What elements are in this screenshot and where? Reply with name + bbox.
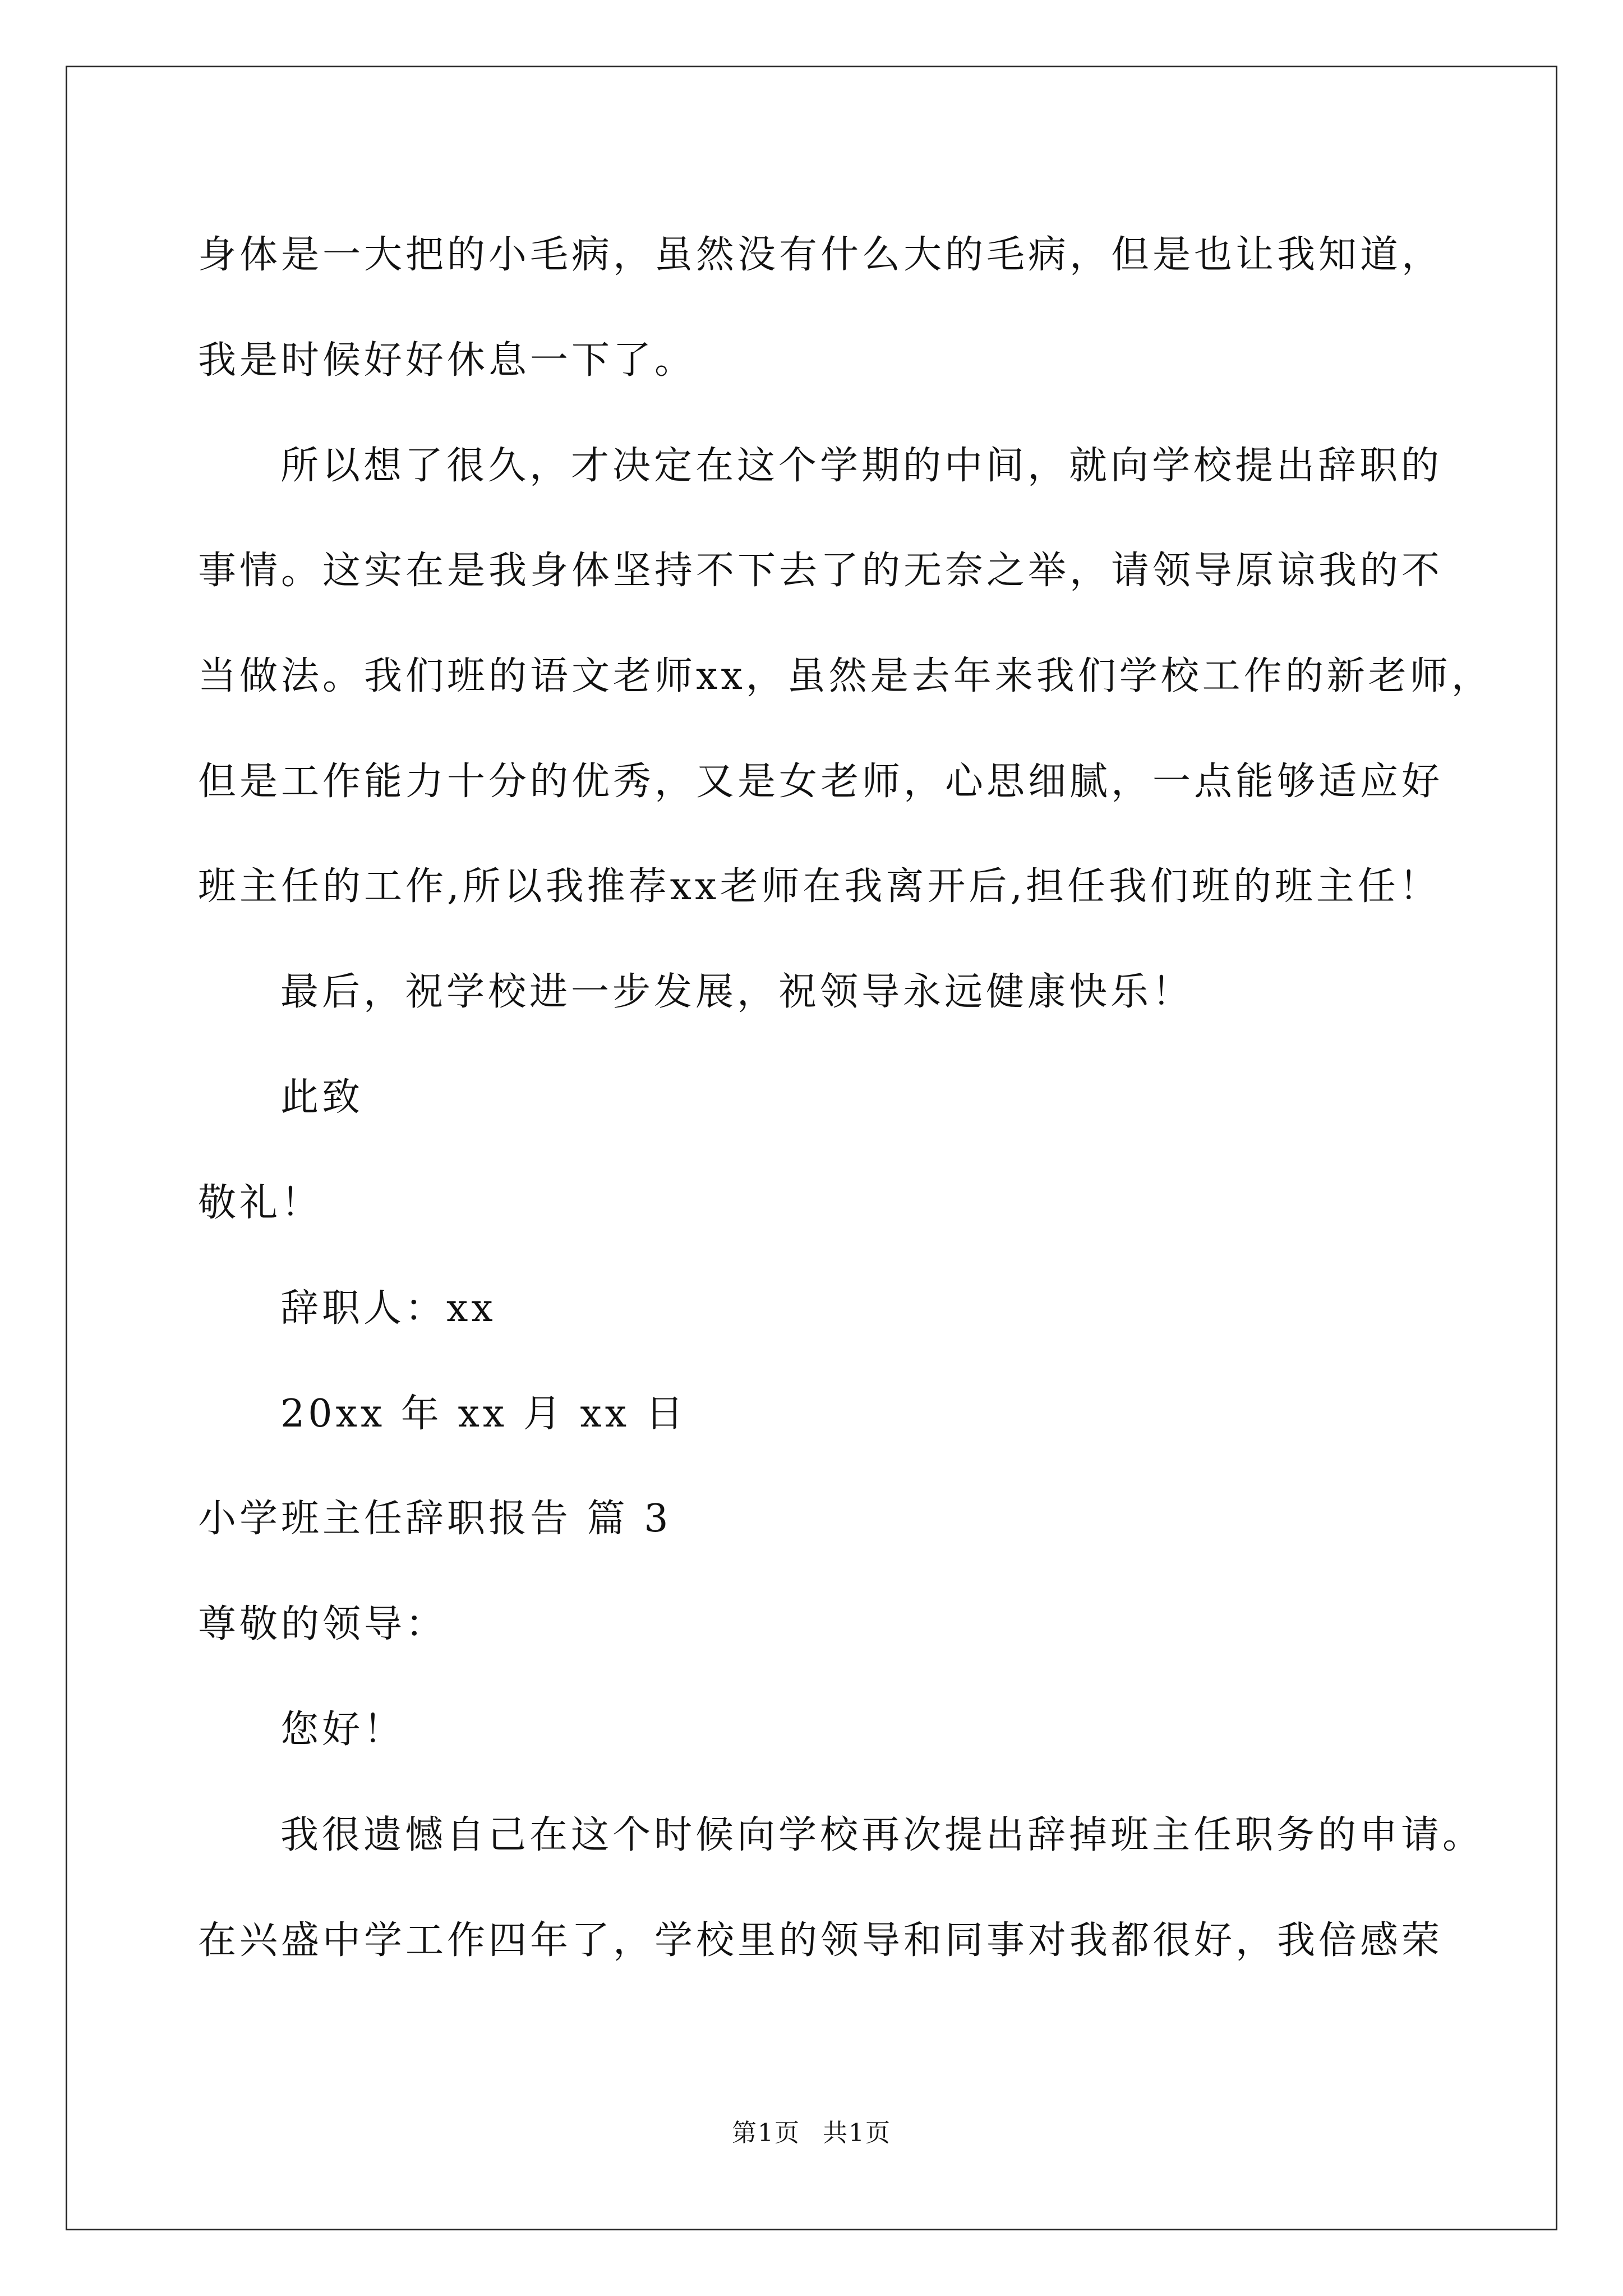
text-line: 班主任的工作,所以我推荐xx老师在我离开后,担任我们班的班主任！	[198, 864, 1441, 909]
text-line: 在兴盛中学工作四年了，学校里的领导和同事对我都很好，我倍感荣	[198, 1918, 1444, 1963]
text-line: 但是工作能力十分的优秀，又是女老师，心思细腻，一点能够适应好	[198, 760, 1444, 804]
page-total: 共1页	[823, 2119, 891, 2147]
greeting-line: 尊敬的领导：	[198, 1602, 448, 1646]
closing-salutation: 此致	[280, 1075, 364, 1120]
closing-regards: 敬礼！	[198, 1181, 323, 1225]
page-border	[66, 66, 1557, 2230]
text-line: 我很遗憾自己在这个时候向学校再次提出辞掉班主任职务的申请。	[280, 1813, 1484, 1857]
signature-line: 辞职人：xx	[280, 1286, 496, 1331]
text-line: 当做法。我们班的语文老师xx，虽然是去年来我们学校工作的新老师，	[198, 654, 1493, 698]
date-line: 20xx 年 xx 月 xx 日	[280, 1392, 687, 1436]
text-line: 身体是一大把的小毛病，虽然没有什么大的毛病，但是也让我知道，	[198, 233, 1444, 277]
page-footer	[0, 2116, 1623, 2150]
text-line: 我是时候好好休息一下了。	[198, 338, 697, 383]
page-number: 第1页	[732, 2119, 800, 2147]
greeting-hello: 您好！	[280, 1708, 405, 1752]
text-line: 事情。这实在是我身体坚持不下去了的无奈之举，请领导原谅我的不	[198, 549, 1444, 593]
section-heading: 小学班主任辞职报告 篇 3	[198, 1497, 672, 1541]
text-line: 最后，祝学校进一步发展，祝领导永远健康快乐！	[280, 970, 1194, 1014]
text-line: 所以想了很久，才决定在这个学期的中间，就向学校提出辞职的	[280, 444, 1443, 488]
